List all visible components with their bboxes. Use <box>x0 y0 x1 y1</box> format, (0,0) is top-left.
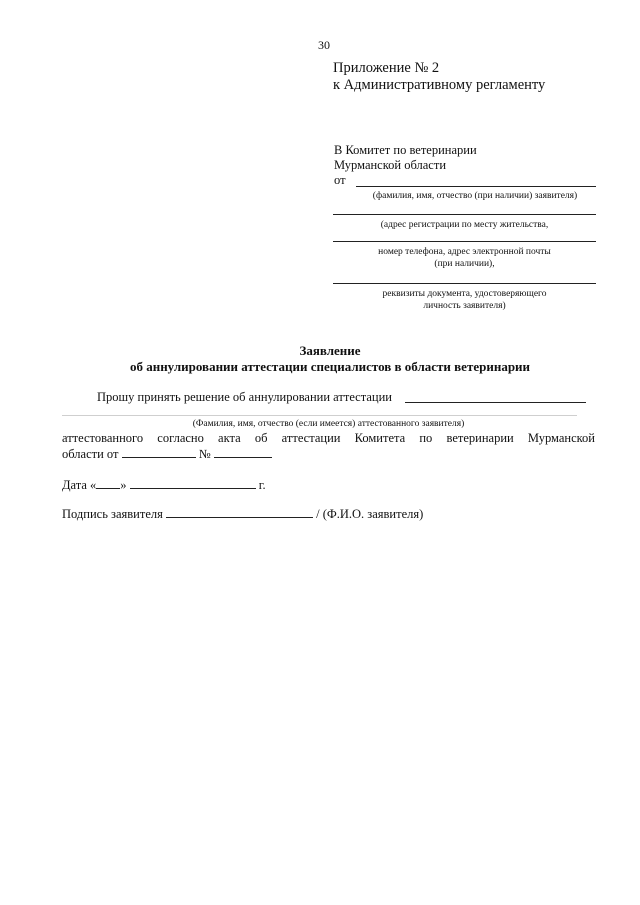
appendix-header <box>333 60 545 94</box>
attested-name-line <box>62 415 577 416</box>
caption-document-1: реквизиты документа, удостоверяющего <box>382 289 547 299</box>
signature-line <box>62 506 423 522</box>
applicant-name-line <box>356 186 596 187</box>
act-date-blank[interactable] <box>122 446 196 458</box>
region-from-label: области от <box>62 447 119 461</box>
attested-act-line: аттестованного согласно акта об аттестации Комитета по ветеринарии Мурманской <box>62 431 595 445</box>
contacts-line <box>333 241 596 242</box>
signature-label: Подпись заявителя <box>62 507 163 521</box>
document-title: Заявление <box>299 343 361 358</box>
date-label: Дата « <box>62 478 97 492</box>
address-line <box>333 214 596 215</box>
caption-document-2: личность заявителя) <box>423 301 506 311</box>
date-quote-close: » <box>120 478 127 492</box>
caption-applicant-name: (фамилия, имя, отчество (при наличии) заявителя) <box>372 191 578 201</box>
addressee-line-1: В Комитет по ветеринарии <box>334 143 477 157</box>
page-number: 30 <box>318 38 330 52</box>
day-blank[interactable] <box>96 477 120 489</box>
act-date-number-line <box>62 446 272 462</box>
signature-name: / (Ф.И.О. заявителя) <box>316 507 424 521</box>
addressee-line-2: Мурманской области <box>334 158 447 172</box>
month-year-blank[interactable] <box>130 477 256 489</box>
appendix-regulation: к Административному регламенту <box>333 77 546 93</box>
act-number-blank[interactable] <box>214 446 272 458</box>
caption-address: (адрес регистрации по месту жительства, <box>380 220 549 230</box>
document-line <box>333 283 596 284</box>
caption-contacts-1: номер телефона, адрес электронной почты <box>378 247 551 257</box>
caption-attested: (Фамилия, имя, отчество (если имеется) аттестованного заявителя) <box>192 419 465 429</box>
date-line <box>62 477 266 493</box>
request-text: Прошу принять решение об аннулировании аттестации <box>97 390 392 404</box>
document-subtitle: об аннулировании аттестации специалистов в области ветеринарии <box>129 359 531 374</box>
appendix-number: Приложение № 2 <box>333 60 440 76</box>
number-sign: № <box>198 447 211 461</box>
caption-contacts-2: (при наличии), <box>434 259 495 269</box>
signature-blank[interactable] <box>166 506 313 518</box>
year-suffix: г. <box>258 478 266 492</box>
from-label: от <box>334 173 346 187</box>
attestation-blank[interactable] <box>405 402 586 403</box>
